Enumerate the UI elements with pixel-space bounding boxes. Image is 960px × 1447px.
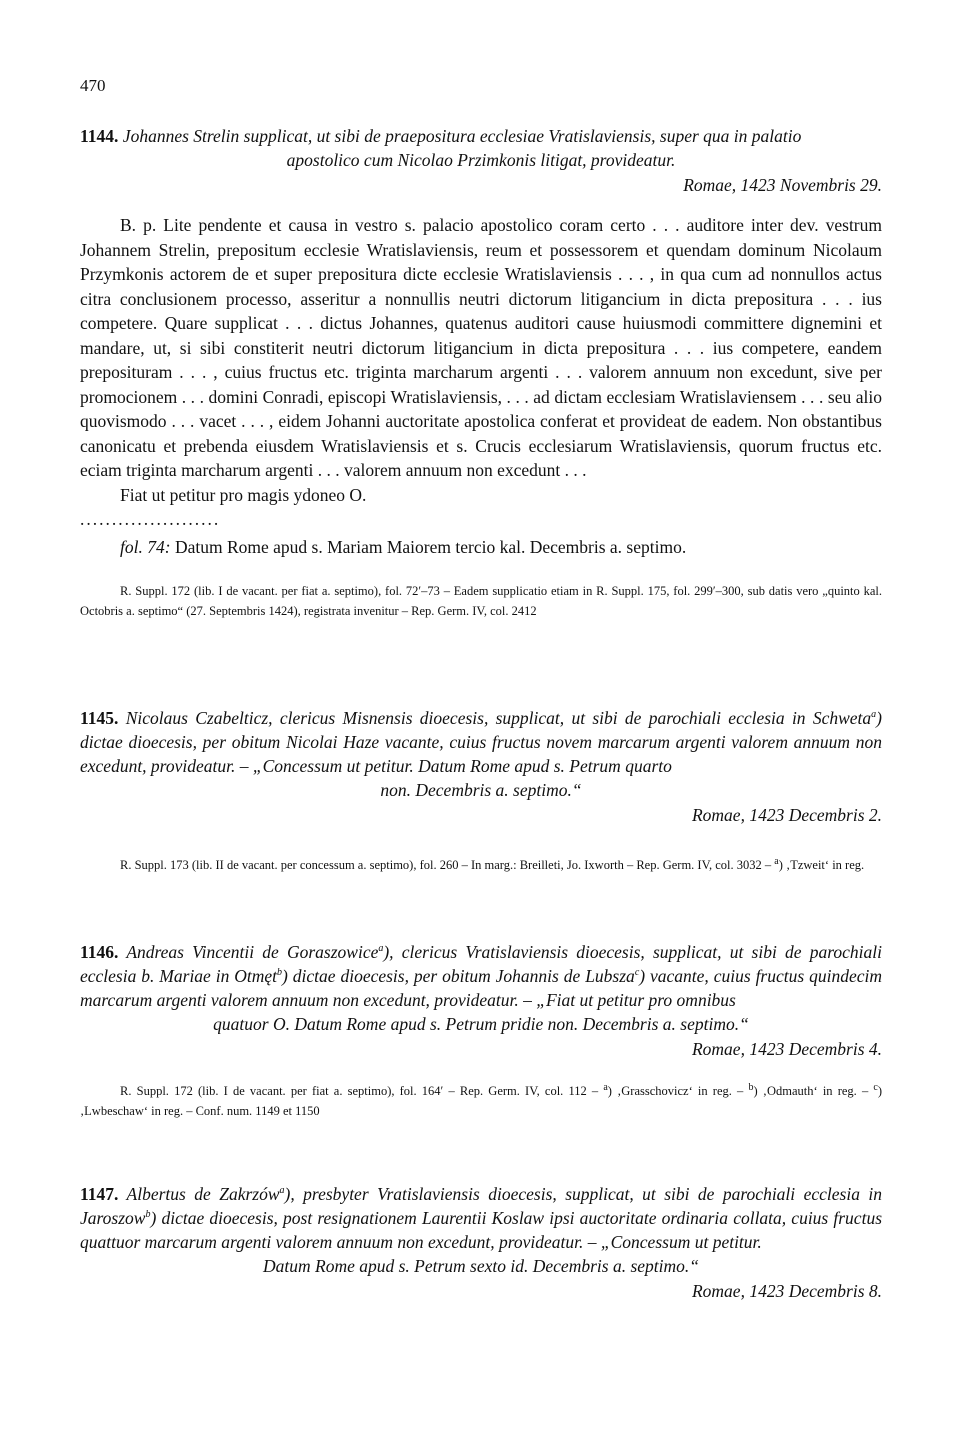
folio-label: fol. 74: [120, 536, 171, 557]
entry-heading [80, 1182, 882, 1278]
entry-note [80, 855, 882, 875]
footnote-marker: b [277, 967, 283, 979]
footnote-marker: a [871, 709, 877, 721]
entry-summary-continued: non. Decembris a. septimo.“ [380, 780, 582, 800]
entry-fiat: Fiat ut petitur pro magis ydoneo O. [120, 484, 367, 505]
entry-summary-part: ) dictae dioecesis, per obitum Johannis de Lubsza [282, 966, 635, 986]
note-text: ) ‚Grasschovicz‘ in reg. – [607, 1084, 749, 1098]
entry-dating-line [80, 535, 882, 560]
entry-heading [80, 124, 882, 172]
entry-number: 1147. [80, 1184, 119, 1204]
entry-body: B. p. Lite pendente et causa in vestro s. palacio apostolico coram certo . . . auditore inter dev. vestrum Johannem Strelin, prepositum ecclesie Wratislaviensis, reum et possessorem et quendam dominum Nicolaum Przymkonis actorem de et super prepositura dicte ecclesie Wratislaviensis . . . , in qua cum ad nonnullos actus citra conclusionem processo, asseritur a nonnullis neutri dictorum litigancium in dicta prepositura . . . ius competere. Quare supplicat . . . dictus Johannes, quatenus auditori cause huiusmodi committere dignemini et mandare, ut, si sibi constiterit neutri dictorum litigancium in dicta prepositura . . . ius competere, eandem preposituram . . . , cuius fructus etc. triginta marcharum argenti . . . valorem annuum non excedunt, sive per promocionem . . . domini Conradi, episcopi Wratislaviensis, . . . ad dictam ecclesiam Wratislaviensem . . . seu alio quovismodo . . . vacet . . . , eidem Johanni auctoritate apostolica conferat et provideat de eadem. Non obstantibus canonicatu et prebenda eiusdem Wratislaviensis et s. Crucis ecclesiarum Wratislaviensis, quorum fructus etc. eciam triginta marcharum argenti . . . valorem annuum non excedunt . . . [80, 215, 882, 480]
entry-date: Romae, 1423 Decembris 2. [691, 805, 882, 825]
entry-1146 [80, 940, 882, 1121]
footnote-marker: a [774, 855, 779, 867]
note-text: R. Suppl. 173 (lib. II de vacant. per concessum a. septimo), fol. 260 – In marg.: Breilleti, Jo. Ixworth – Rep. Germ. IV, col. 3032 – [120, 858, 775, 872]
entry-date: Romae, 1423 Decembris 8. [691, 1281, 882, 1301]
entry-date: Romae, 1423 Decembris 4. [691, 1039, 882, 1059]
entry-summary: Johannes Strelin supplicat, ut sibi de praepositura ecclesiae Vratislaviensis, super qua in palatio [122, 126, 802, 146]
entry-summary-part: ) dictae dioecesis, post resignationem Laurentii Koslaw ipsi auctoritate ordinaria collata, cuius fructus quattuor marcarum argenti valorem annuum non excedunt, provideatur. – „Concessum ut petitur. [80, 1208, 882, 1252]
footnote-marker: b [748, 1081, 754, 1093]
entry-summary: Albertus de Zakrzów [126, 1184, 280, 1204]
entry-heading [80, 940, 882, 1036]
entry-summary-part: ) vacante, cuius fructus quindecim marcarum argenti valorem annuum non excedunt, provideatur. – „Fiat ut petitur pro omnibus [80, 966, 882, 1010]
entry-summary-continued: Datum Rome apud s. Petrum sexto id. Decembris a. septimo.“ [263, 1256, 699, 1276]
footnote-marker: c [873, 1081, 878, 1093]
entry-summary: Andreas Vincentii de Goraszowice [126, 942, 379, 962]
footnote-marker: a [378, 943, 384, 955]
entry-note [80, 1081, 882, 1121]
dating-text: Datum Rome apud s. Mariam Maiorem tercio kal. Decembris a. septimo. [170, 536, 687, 557]
entry-number: 1144. [80, 126, 119, 146]
footnote-marker: b [145, 1209, 151, 1221]
entry-1144 [80, 124, 882, 621]
entry-summary-rest: ) dictae dioecesis, per obitum Nicolai Haze vacante, cuius fructus novem marcarum argenti valorem annuum non excedunt, provideatur. – „Concessum ut petitur. Datum Rome apud s. Petrum quarto [80, 708, 882, 776]
entry-summary-part: ), clericus Vratislaviensis dioecesis, supplicat, ut sibi de parochiali ecclesia b. Mariae in Otmęt [80, 942, 882, 986]
page-number: 470 [80, 76, 106, 95]
entry-summary-continued: apostolico cum Nicolao Przimkonis litigat, provideatur. [286, 150, 676, 170]
note-text: ) ‚Lwbeschaw‘ in reg. – Conf. num. 1149 et 1150 [80, 1084, 882, 1118]
entry-number: 1146. [80, 942, 119, 962]
note-text: R. Suppl. 172 (lib. I de vacant. per fiat a. septimo), fol. 164′ – Rep. Germ. IV, col. 112 – [120, 1084, 604, 1098]
note-text: ) ‚Odmauth‘ in reg. – [753, 1084, 874, 1098]
footnote-marker: a [279, 1185, 285, 1197]
entry-1147 [80, 1182, 882, 1303]
entry-note: R. Suppl. 172 (lib. I de vacant. per fiat a. septimo), fol. 72′–73 – Eadem supplicatio etiam in R. Suppl. 175, fol. 299′–300, sub datis vero „quinto kal. Octobris a. septimo“ (27. Septembris 1424), registrata invenitur – Rep. Germ. IV, col. 2412 [80, 584, 882, 618]
entry-ellipsis: ...................... [80, 509, 221, 529]
entry-date: Romae, 1423 Novembris 29. [683, 175, 882, 195]
entry-summary: Nicolaus Czabelticz, clericus Misnensis dioecesis, supplicat, ut sibi de parochiali ecclesia in Schweta [125, 708, 872, 728]
entry-summary-part: ), presbyter Vratislaviensis dioecesis, supplicat, ut sibi de parochiali ecclesia in Jaroszow [80, 1184, 882, 1228]
footnote-marker: a [603, 1081, 608, 1093]
entry-1145 [80, 706, 882, 875]
entry-number: 1145. [80, 708, 119, 728]
entry-heading [80, 706, 882, 802]
entry-summary-continued: quatuor O. Datum Rome apud s. Petrum pridie non. Decembris a. septimo.“ [213, 1014, 749, 1034]
note-text-end: ) ‚Tzweit‘ in reg. [778, 858, 865, 872]
footnote-marker: c [634, 967, 640, 979]
